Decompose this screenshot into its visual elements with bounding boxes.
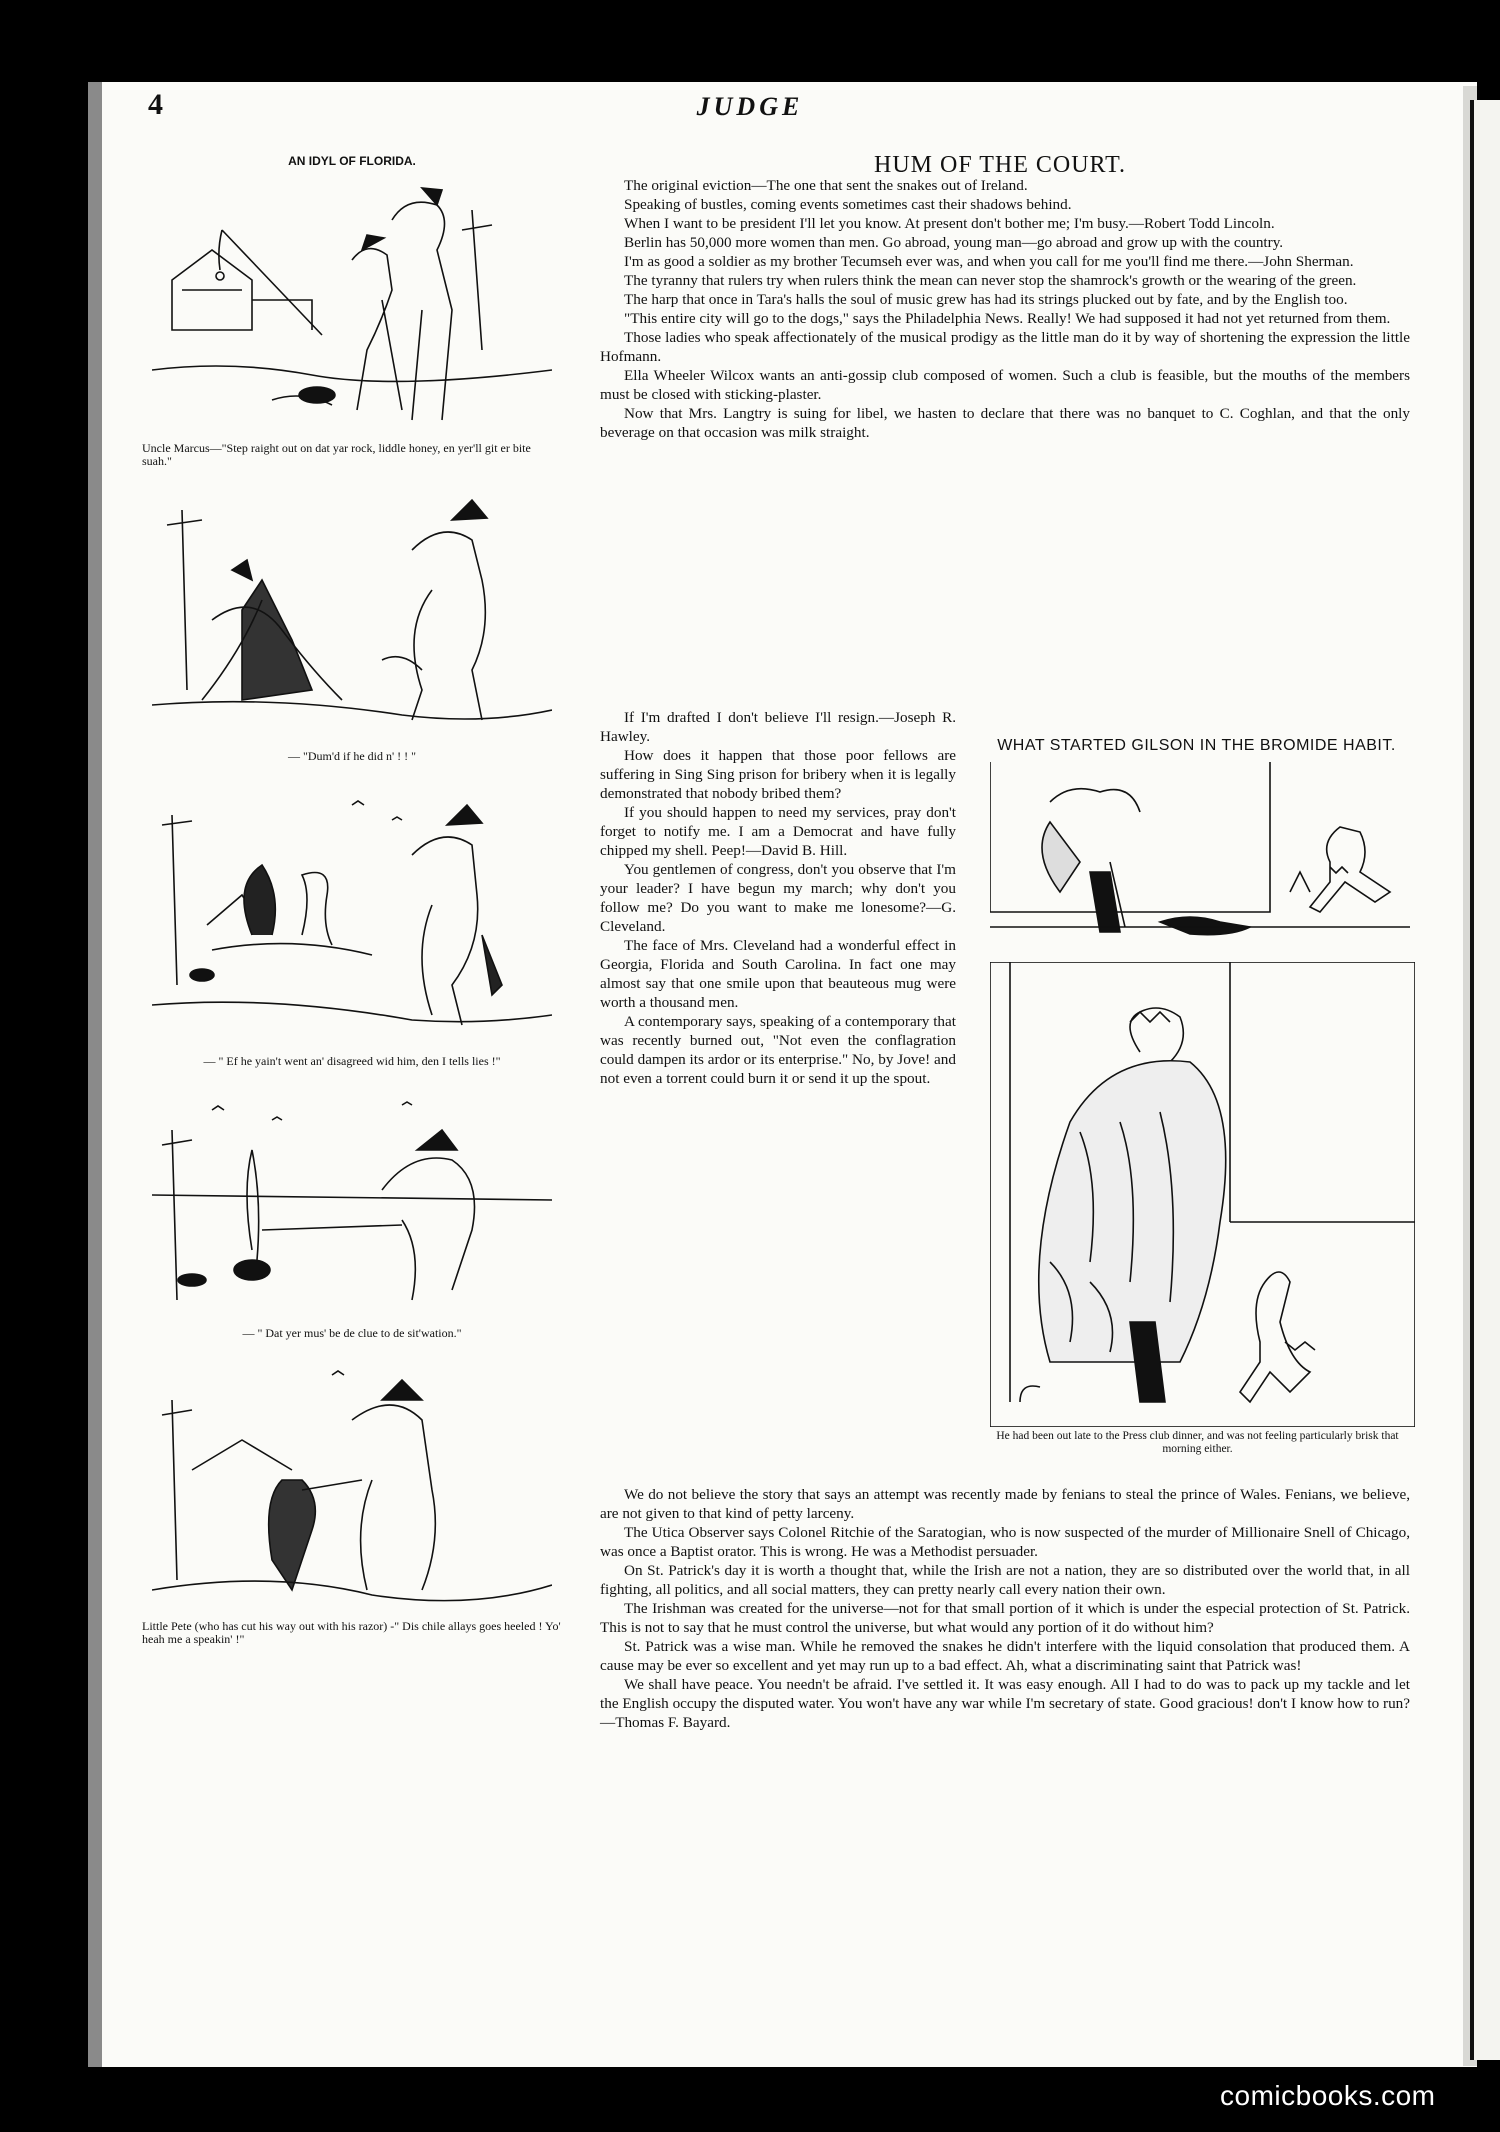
paragraph: We do not believe the story that says an attempt was recently made by fenians to steal the prince of Wales. Fenians, we believe, are not given to that kind of petty larceny.: [600, 1486, 1410, 1522]
hum-narrow-column: [600, 708, 956, 1088]
idyl-caption-2: — "Dum'd if he did n' ! ! ": [287, 749, 417, 763]
watermark: comicbooks.com: [1220, 2080, 1436, 2111]
paragraph: We shall have peace. You needn't be afraid. I've settled it. It was easy enough. All I had to do was to pack up my tackle and let the English occupy the disputed water. You won't have any war while I'm secretary of state. Good gracious! don't I know how to run?—Thomas F. Bayard.: [600, 1676, 1410, 1731]
hum-top-block: [600, 176, 1410, 442]
idyl-panel-5: [152, 1360, 552, 1610]
idyl-panel-2: [152, 490, 552, 740]
paragraph: If I'm drafted I don't believe I'll resign.—Joseph R. Hawley.: [600, 709, 956, 745]
paragraph: If you should happen to need my services, pray don't forget to notify me. I am a Democrat and have fully chipped my shell. Peep!—David B. Hill.: [600, 804, 956, 859]
gilson-illustration-main: [990, 962, 1415, 1427]
paragraph: St. Patrick was a wise man. While he removed the snakes he didn't interfere with the liquid consolation that produced them. A cause may be ever so excellent and yet may run up to a bad effect. Ah, what a discriminating saint that Patrick was!: [600, 1638, 1410, 1674]
paragraph: Now that Mrs. Langtry is suing for libel, we hasten to declare that there was no banquet to C. Coghlan, and that the only beverage on that occasion was milk straight.: [600, 405, 1410, 441]
paragraph: When I want to be president I'll let you know. At present don't bother me; I'm busy.—Robert Todd Lincoln.: [624, 215, 1275, 232]
paragraph: Those ladies who speak affectionately of the musical prodigy as the little man do it by way of shortening the expression the little Hofmann.: [600, 329, 1410, 365]
paragraph: The original eviction—The one that sent the snakes out of Ireland.: [624, 177, 1028, 194]
page-number: 4: [148, 88, 163, 121]
paragraph: How does it happen that those poor fellows are suffering in Sing Sing prison for bribery when it is legally demonstrated that nobody bribed them?: [600, 747, 956, 802]
idyl-caption-1: Uncle Marcus—"Step raight out on dat yar rock, liddle honey, en yer'll git er bite suah.": [142, 441, 531, 468]
facing-page-edge: [1470, 100, 1500, 2060]
idyl-title: AN IDYL OF FLORIDA.: [288, 154, 416, 168]
idyl-caption-4: — " Dat yer mus' be de clue to de sit'wation.": [242, 1326, 462, 1340]
paragraph: "This entire city will go to the dogs," says the Philadelphia News. Really! We had supposed it had not yet returned from them.: [624, 310, 1391, 327]
idyl-panel-4: [152, 1090, 552, 1320]
masthead: JUDGE: [696, 92, 804, 121]
gilson-title: WHAT STARTED GILSON IN THE BROMIDE HABIT.: [997, 737, 1396, 754]
paragraph: The harp that once in Tara's halls the soul of music grew has had its strings plucked out by fate, and by the English too.: [624, 291, 1348, 308]
paragraph: You gentlemen of congress, don't you observe that I'm your leader? I have begun my march; why don't you follow me? Do you want to make me lonesome?—G. Cleveland.: [600, 861, 956, 935]
paragraph: Ella Wheeler Wilcox wants an anti-gossip club composed of women. Such a club is feasible, but the mouths of the members must be closed with sticking-plaster.: [600, 367, 1410, 403]
paragraph: The Utica Observer says Colonel Ritchie of the Saratogian, who is now suspected of the murder of Millionaire Snell of Chicago, was once a Baptist orator. This is wrong. He was a Methodist persuader.: [600, 1524, 1410, 1560]
paragraph: The tyranny that rulers try when rulers think the mean can never stop the shamrock's growth or the wearing of the green.: [624, 272, 1357, 289]
idyl-caption-3: — " Ef he yain't went an' disagreed wid him, den I tells lies !": [203, 1054, 501, 1068]
paragraph: I'm as good a soldier as my brother Tecumseh ever was, and when you call for me you'll find me there.—John Sherman.: [624, 253, 1354, 270]
idyl-panel-3: [152, 785, 552, 1045]
hum-title: HUM OF THE COURT.: [873, 152, 1127, 178]
paragraph: On St. Patrick's day it is worth a thought that, while the Irish are not a nation, they are so distributed over the world that, in all fighting, all politics, and all social matters, they can pretty nearly call every nation their own.: [600, 1562, 1410, 1598]
paragraph: Speaking of bustles, coming events sometimes cast their shadows behind.: [624, 196, 1072, 213]
hum-bottom-block: [600, 1485, 1410, 1732]
gilson-illustration-top: [990, 762, 1410, 944]
paragraph: Berlin has 50,000 more women than men. Go abroad, young man—go abroad and grow up with the country.: [624, 234, 1284, 251]
paragraph: The Irishman was created for the universe—not for that small portion of it which is under the especial protection of St. Patrick. This is not to say that he must control the universe, but what would any portion of it do without him?: [600, 1600, 1410, 1636]
paragraph: The face of Mrs. Cleveland had a wonderful effect in Georgia, Florida and South Carolina. In fact one may almost say that one smile upon that beauteous mug were worth a thousand men.: [600, 937, 956, 1011]
idyl-panel-1: [152, 170, 552, 430]
gilson-caption: He had been out late to the Press club dinner, and was not feeling particularly brisk that morning either.: [996, 1430, 1399, 1455]
paragraph: A contemporary says, speaking of a contemporary that was recently burned out, "Not even the conflagration could dampen its ardor or its enterprise." No, by Jove! and not even a torrent could burn it or send it up the spout.: [600, 1013, 956, 1087]
idyl-caption-5: Little Pete (who has cut his way out with his razor) -" Dis chile allays goes heeled ! Yo' heah me a speakin' !": [142, 1619, 561, 1646]
